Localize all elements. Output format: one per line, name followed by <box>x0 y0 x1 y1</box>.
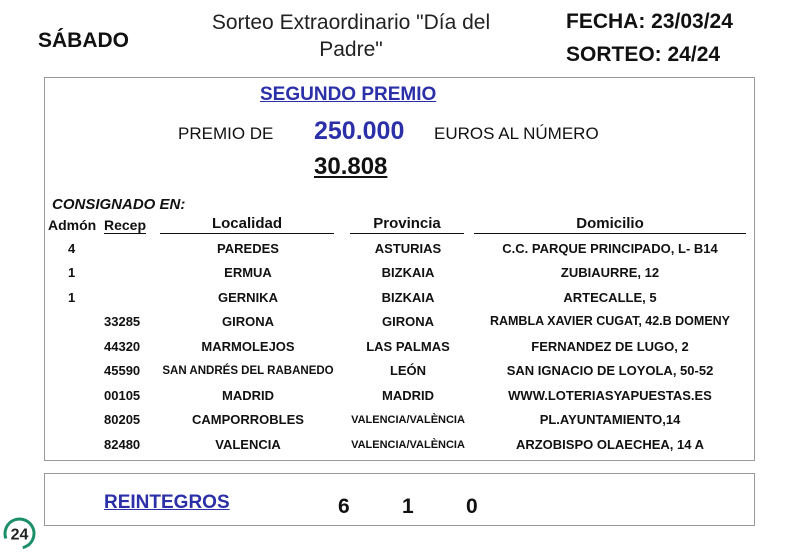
prize-amount: 250.000 <box>314 117 405 145</box>
draw-number: SORTEO: 24/24 <box>566 43 721 66</box>
cell-localidad: SAN ANDRÉS DEL RABANEDO <box>162 365 334 377</box>
cell-domicilio: RAMBLA XAVIER CUGAT, 42.B DOMENY <box>489 314 731 328</box>
consignado-label: CONSIGNADO EN: <box>52 196 186 213</box>
day-label: SÁBADO <box>38 29 130 52</box>
header-admon: Admón <box>48 217 97 233</box>
cell-domicilio: WWW.LOTERIASYAPUESTAS.ES <box>508 388 712 403</box>
logo-text: 24 <box>10 526 29 544</box>
cell-domicilio: ARTECALLE, 5 <box>563 290 657 305</box>
cell-provincia: ASTURIAS <box>374 241 442 256</box>
euros-label: EUROS AL NÚMERO <box>434 124 599 143</box>
table-row <box>0 384 800 408</box>
cell-admon: 4 <box>68 241 76 256</box>
cell-localidad: CAMPORROBLES <box>192 412 304 427</box>
cell-localidad: PAREDES <box>217 241 279 256</box>
cell-provincia: BIZKAIA <box>381 265 435 280</box>
table-row <box>0 408 800 432</box>
table-row <box>0 261 800 285</box>
cell-provincia: VALENCIA/VALÈNCIA <box>351 439 465 451</box>
cell-localidad: ERMUA <box>224 265 272 280</box>
cell-localidad: GERNIKA <box>218 290 278 305</box>
prize-heading: SEGUNDO PREMIO <box>260 84 437 105</box>
cell-domicilio: ARZOBISPO OLAECHEA, 14 A <box>515 437 705 452</box>
cell-provincia: VALENCIA/VALÈNCIA <box>351 414 465 426</box>
winning-number: 30.808 <box>314 153 388 180</box>
cell-localidad: MARMOLEJOS <box>201 339 295 354</box>
reintegro-digit: 1 <box>402 495 414 518</box>
premio-de-label: PREMIO DE <box>178 124 274 143</box>
cell-recep: 33285 <box>104 314 141 329</box>
cell-localidad: GIRONA <box>222 314 274 329</box>
header-domicilio: Domicilio <box>474 215 746 234</box>
cell-provincia: BIZKAIA <box>381 290 435 305</box>
table-row <box>0 237 800 261</box>
reintegro-digit: 0 <box>466 495 478 518</box>
cell-recep: 44320 <box>104 339 141 354</box>
cell-recep: 82480 <box>104 437 141 452</box>
cell-domicilio: ZUBIAURRE, 12 <box>560 265 660 280</box>
cell-domicilio: PL.AYUNTAMIENTO,14 <box>539 412 681 427</box>
cell-domicilio: C.C. PARQUE PRINCIPADO, L- B14 <box>502 241 718 256</box>
table-row <box>0 335 800 359</box>
cell-provincia: LAS PALMAS <box>366 339 450 354</box>
draw-date: FECHA: 23/03/24 <box>566 10 733 33</box>
cell-provincia: LEÓN <box>389 363 427 378</box>
table-row <box>0 310 800 334</box>
table-row <box>0 433 800 457</box>
cell-admon: 1 <box>68 290 76 305</box>
cell-localidad: VALENCIA <box>215 437 281 452</box>
header-localidad: Localidad <box>160 215 334 234</box>
publisher-logo-icon <box>3 517 36 550</box>
reintegros-label: REINTEGROS <box>104 492 230 513</box>
cell-domicilio: SAN IGNACIO DE LOYOLA, 50-52 <box>506 363 714 378</box>
header-recep: Recep <box>104 217 147 233</box>
cell-localidad: MADRID <box>222 388 274 403</box>
table-row <box>0 286 800 310</box>
reintegro-digit: 6 <box>338 495 350 518</box>
cell-domicilio: FERNANDEZ DE LUGO, 2 <box>531 339 689 354</box>
header-provincia: Provincia <box>350 215 464 234</box>
cell-provincia: MADRID <box>382 388 434 403</box>
draw-title: Sorteo Extraordinario "Día del Padre" <box>211 11 491 61</box>
table-row <box>0 359 800 383</box>
cell-admon: 1 <box>68 265 76 280</box>
cell-recep: 80205 <box>104 412 141 427</box>
cell-recep: 00105 <box>104 388 141 403</box>
cell-provincia: GIRONA <box>382 314 434 329</box>
cell-recep: 45590 <box>104 363 141 378</box>
